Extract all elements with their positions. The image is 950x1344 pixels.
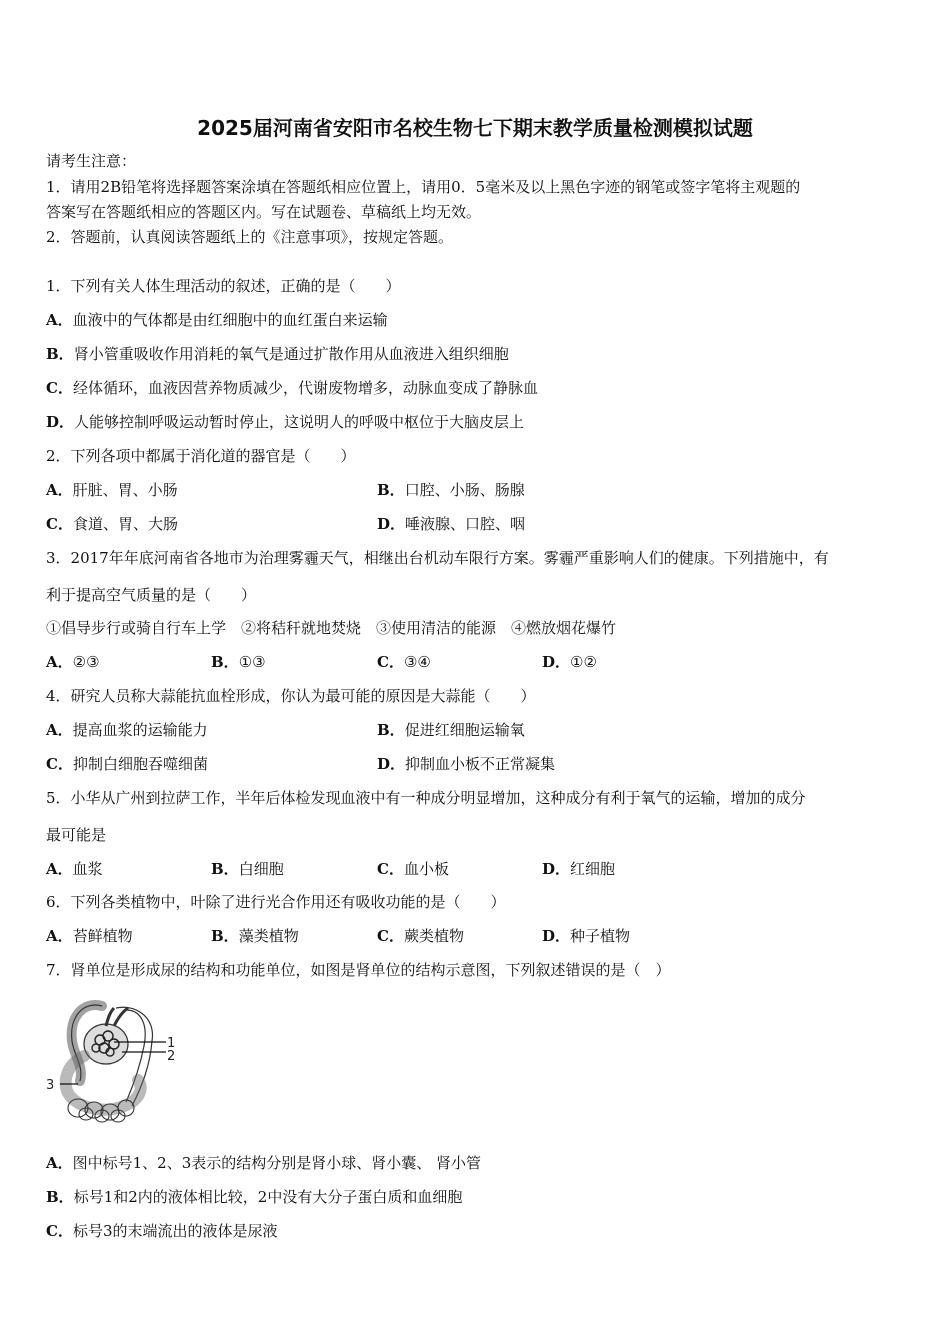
option-label: A． [46, 1154, 73, 1172]
q7-stem: 7．肾单位是形成尿的结构和功能单位，如图是肾单位的结构示意图，下列叙述错误的是（ ） [46, 961, 671, 979]
q6-stem: 6．下列各类植物中，叶除了进行光合作用还有吸收功能的是（ ） [46, 893, 506, 911]
option-label: C． [377, 860, 404, 878]
q4-option-c [46, 754, 208, 774]
figure-label-1: 1 [167, 1036, 176, 1051]
option-text: 红细胞 [570, 860, 616, 878]
option-text: 口腔、小肠、肠腺 [404, 481, 525, 499]
option-label: C． [46, 755, 73, 773]
q1-option-b [46, 344, 509, 364]
option-text: 种子植物 [570, 927, 631, 945]
option-text: 肝脏、胃、小肠 [72, 481, 178, 499]
option-text: 血浆 [72, 860, 103, 878]
option-label: D． [46, 413, 75, 431]
option-text: 唾液腺、口腔、咽 [405, 515, 526, 533]
notice-line-1a: 1．请用2B铅笔将选择题答案涂填在答题纸相应位置上，请用0．5毫米及以上黑色字迹的钢笔或签字笔将主观题的 [46, 178, 801, 196]
option-label: A． [46, 653, 73, 671]
option-text: 苔鲜植物 [72, 927, 133, 945]
nephron-diagram [44, 996, 184, 1136]
notice-heading: 请考生注意： [46, 152, 137, 170]
option-text: 血液中的气体都是由红细胞中的血红蛋白来运输 [72, 311, 388, 329]
q7-option-b [46, 1187, 462, 1207]
option-label: B． [377, 481, 405, 499]
option-label: B． [211, 860, 239, 878]
option-text: 白细胞 [238, 860, 284, 878]
option-label: D． [377, 515, 406, 533]
option-text: 抑制血小板不正常凝集 [405, 755, 556, 773]
q3-items: ①倡导步行或骑自行车上学 ②将秸秆就地焚烧 ③使用清洁的能源 ④燃放烟花爆竹 [46, 619, 617, 637]
option-label: C． [377, 653, 404, 671]
q7-option-a [46, 1153, 481, 1173]
q4-option-b [377, 720, 525, 740]
figure-label-2: 2 [167, 1049, 176, 1064]
option-label: D． [542, 860, 571, 878]
q5-option-b [211, 859, 284, 879]
q4-option-a [46, 720, 208, 740]
option-label: B． [211, 653, 239, 671]
option-text: ③④ [403, 653, 431, 671]
notice-line-2: 2．答题前，认真阅读答题纸上的《注意事项》，按规定答题。 [46, 228, 454, 246]
option-label: C． [46, 1222, 73, 1240]
q5-option-d [542, 859, 615, 879]
option-label: A． [46, 481, 73, 499]
q2-option-b [377, 480, 525, 500]
option-label: B． [211, 927, 239, 945]
option-text: 血小板 [403, 860, 449, 878]
option-label: A． [46, 721, 73, 739]
q2-option-c [46, 514, 178, 534]
option-text: 肾小管重吸收作用消耗的氧气是通过扩散作用从血液进入组织细胞 [73, 345, 509, 363]
q1-option-c [46, 378, 538, 398]
option-label: D． [377, 755, 406, 773]
q3-stem-a: 3．2017年年底河南省各地市为治理雾霾天气，相继出台机动车限行方案。雾霾严重影响人们的健康。下列措施中，有 [46, 549, 829, 567]
option-label: D． [542, 653, 571, 671]
option-text: 提高血浆的运输能力 [72, 721, 208, 739]
q6-option-c [377, 926, 464, 946]
q4-stem: 4．研究人员称大蒜能抗血栓形成，你认为最可能的原因是大蒜能（ ） [46, 687, 536, 705]
q3-option-d [542, 652, 597, 672]
q5-stem-a: 5．小华从广州到拉萨工作，半年后体检发现血液中有一种成分明显增加，这种成分有利于氧气的运输，增加的成分 [46, 789, 806, 807]
option-text: 促进红细胞运输氧 [404, 721, 525, 739]
q2-option-d [377, 514, 525, 534]
q1-option-a [46, 310, 388, 330]
q2-option-a [46, 480, 178, 500]
q6-option-b [211, 926, 299, 946]
q6-option-d [542, 926, 630, 946]
option-text: ②③ [72, 653, 100, 671]
q2-stem: 2．下列各项中都属于消化道的器官是（ ） [46, 447, 356, 465]
option-label: B． [46, 1188, 74, 1206]
option-text: 标号3的末端流出的液体是尿液 [72, 1222, 278, 1240]
option-text: 蕨类植物 [403, 927, 464, 945]
q6-option-a [46, 926, 133, 946]
option-label: C． [46, 379, 73, 397]
q5-stem-b: 最可能是 [46, 826, 107, 844]
q1-option-d [46, 412, 524, 432]
option-text: 经体循环，血液因营养物质减少，代谢废物增多，动脉血变成了静脉血 [72, 379, 538, 397]
figure-label-3: 3 [46, 1078, 55, 1093]
q3-stem-b: 利于提高空气质量的是（ ） [46, 586, 257, 604]
option-label: A． [46, 927, 73, 945]
q5-option-a [46, 859, 103, 879]
option-text: 食道、胃、大肠 [72, 515, 178, 533]
q3-option-a [46, 652, 100, 672]
q5-option-c [377, 859, 449, 879]
option-label: B． [46, 345, 74, 363]
option-label: B． [377, 721, 405, 739]
option-text: 藻类植物 [238, 927, 299, 945]
option-text: ①② [570, 653, 597, 671]
option-label: A． [46, 860, 73, 878]
q4-option-d [377, 754, 555, 774]
option-text: 标号1和2内的液体相比较，2中没有大分子蛋白质和血细胞 [73, 1188, 463, 1206]
option-label: C． [377, 927, 404, 945]
option-label: D． [542, 927, 571, 945]
page-title: 2025届河南省安阳市名校生物七下期末教学质量检测模拟试题 [197, 116, 753, 140]
option-text: 人能够控制呼吸运动暂时停止，这说明人的呼吸中枢位于大脑皮层上 [74, 413, 525, 431]
option-label: A． [46, 311, 73, 329]
q7-option-c [46, 1221, 278, 1241]
notice-line-1b: 答案写在答题纸相应的答题区内。写在试题卷、草稿纸上均无效。 [46, 203, 482, 221]
option-text: 图中标号1、2、3表示的结构分别是肾小球、肾小囊、 肾小管 [72, 1154, 482, 1172]
option-text: 抑制白细胞吞噬细菌 [72, 755, 208, 773]
option-label: C． [46, 515, 73, 533]
option-text: ①③ [238, 653, 266, 671]
q3-option-b [211, 652, 266, 672]
q3-option-c [377, 652, 431, 672]
q1-stem: 1．下列有关人体生理活动的叙述，正确的是（ ） [46, 277, 401, 295]
